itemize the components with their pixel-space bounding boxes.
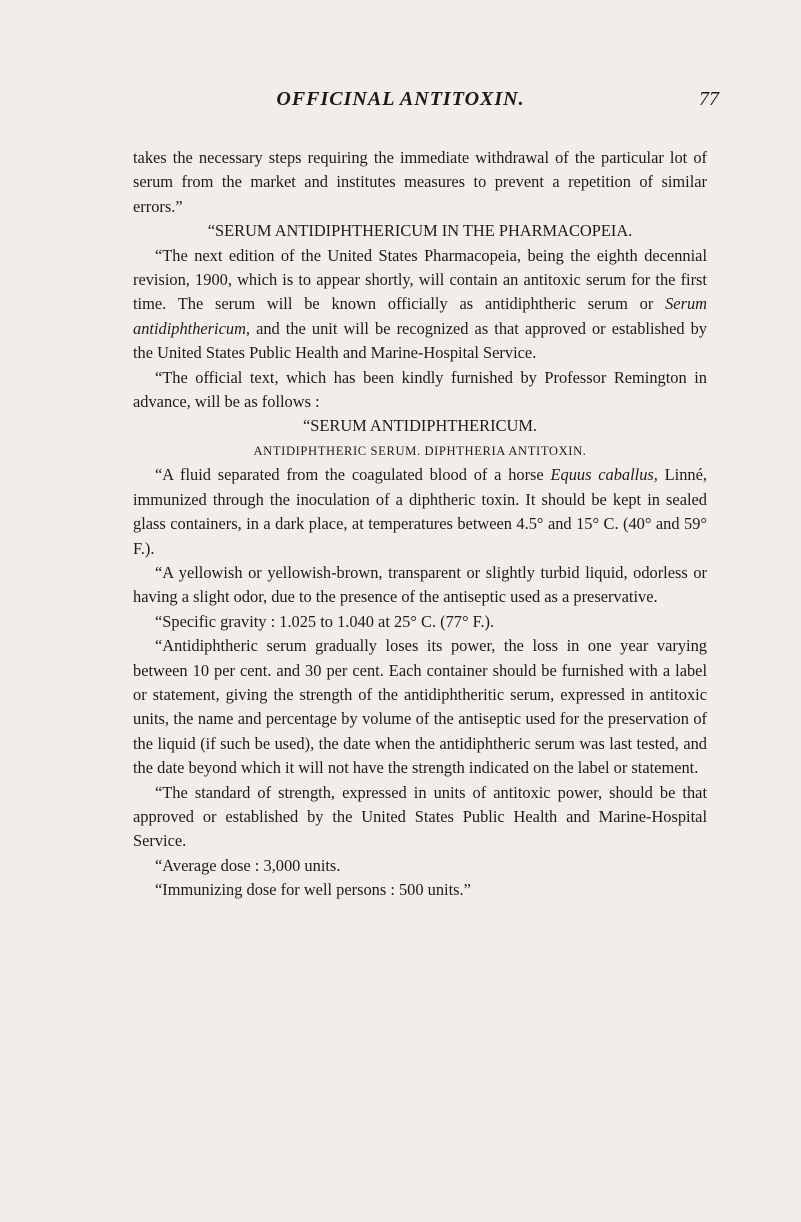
paragraph: “The official text, which has been kindly furnished by Professor Remington in advance, will be as follows :: [133, 367, 707, 412]
paragraph: “Specific gravity : 1.025 to 1.040 at 25° C. (77° F.).: [155, 611, 495, 631]
latin-name: Serum antidiphthericum,: [133, 294, 707, 338]
latin-name: Equus caballus,: [550, 465, 658, 485]
subheading: ANTIDIPHTHERIC SERUM. DIPHTHERIA ANTITOXIN.: [253, 443, 587, 458]
paragraph: “Average dose : 3,000 units.: [155, 855, 341, 875]
paragraph: takes the necessary steps requiring the immediate withdrawal of the particular lot of serum from the market and institutes measures to prevent a repetition of similar errors.”: [133, 148, 707, 216]
page-header: [0, 88, 801, 118]
paragraph: “Antidiphtheric serum gradually loses its power, the loss in one year varying between 10 per cent. and 30 per cent. Each container should be furnished with a label or statement, giving the strength of the antidiphtheritic serum, expressed in antitoxic units, the name and percentage by volume of the antiseptic used for the preservation of the liquid (if such be used), the date when the antidiphtheric serum was last tested, and the date beyond which it will not have the strength indicated on the label or statement.: [133, 636, 707, 778]
section-heading: “SERUM ANTIDIPHTHERICUM IN THE PHARMACOPEIA.: [207, 221, 633, 241]
paragraph: “A yellowish or yellowish-brown, transparent or slightly turbid liquid, odorless or having a slight odor, due to the presence of the antiseptic used as a preservative.: [133, 562, 707, 607]
page-number: 77: [699, 88, 719, 110]
section-heading: “SERUM ANTIDIPHTHERICUM.: [302, 416, 538, 436]
paragraph: “The next edition of the United States Pharmacopeia, being the eighth decennial revision, 1900, which is to appear shortly, will contain an antitoxic serum for the first time. The serum will be known officially as antidiphtheric serum or Serum antidiphthericum, and the unit will be recognized as that approved or established by the United States Public Health and Marine-Hospital Service.: [133, 245, 707, 363]
paragraph: “Immunizing dose for well persons : 500 units.”: [155, 880, 471, 900]
paragraph: “A fluid separated from the coagulated blood of a horse Equus caballus, Linné, immunized through the inoculation of a diphtheric toxin. It should be kept in sealed glass containers, in a dark place, at temperatures between 4.5° and 15° C. (40° and 59° F.).: [133, 465, 707, 558]
running-title: OFFICINAL ANTITOXIN.: [276, 88, 525, 110]
paragraph: “The standard of strength, expressed in units of antitoxic power, should be that approved or established by the United States Public Health and Marine-Hospital Service.: [133, 782, 707, 851]
page-body: [133, 146, 707, 903]
